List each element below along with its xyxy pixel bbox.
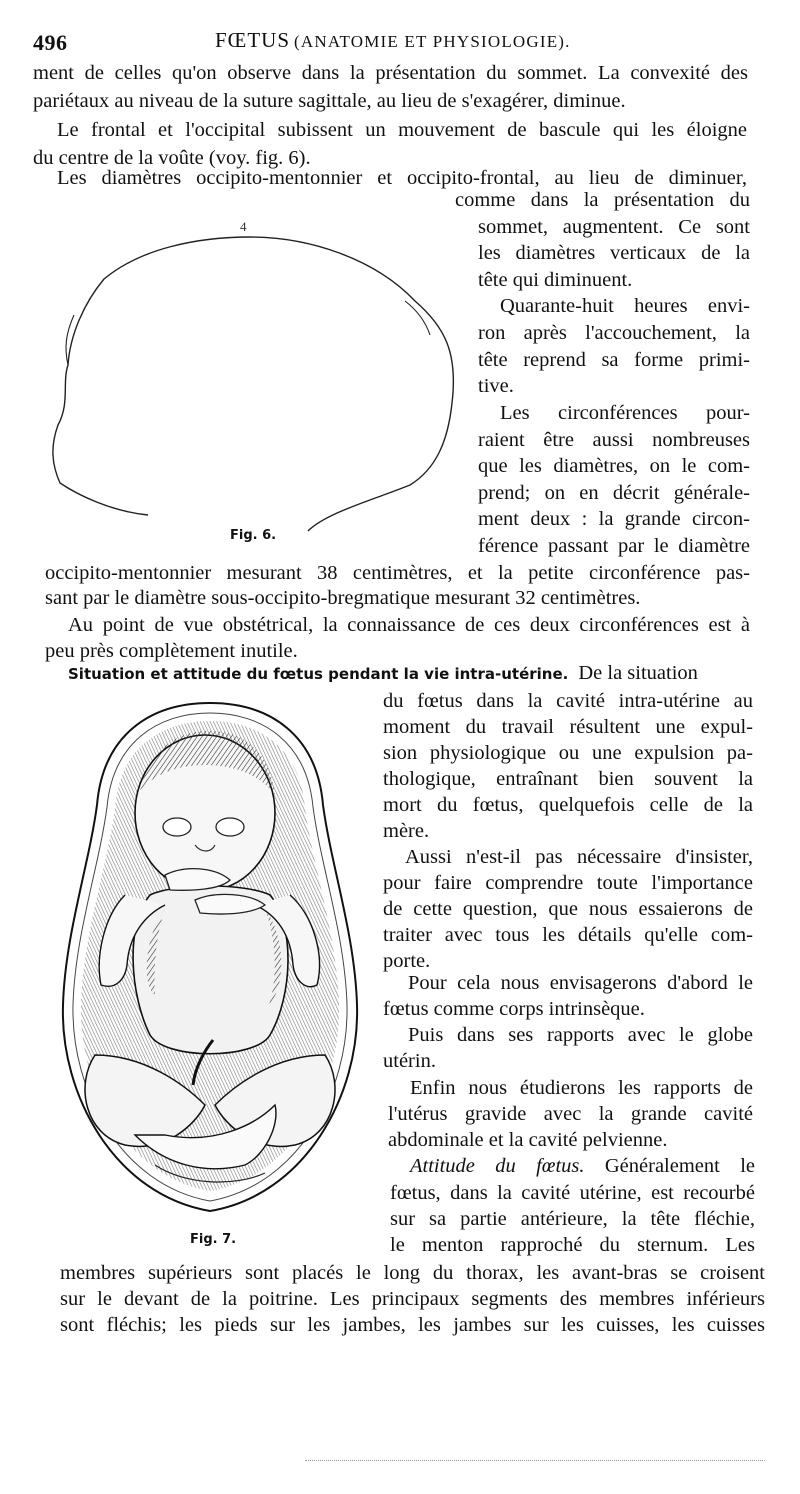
figure-6-caption: Fig. 6. [230, 528, 277, 543]
page-number: 496 [33, 30, 68, 55]
text-line: Au point de vue obstétrical, la connaissance de ces deux circonférences est à [68, 614, 750, 636]
text-line: sant par le diamètre sous-occipito-bregmatique mesurant 32 centimètres. [45, 587, 641, 609]
text-line: ment deux : la grande circon- [478, 508, 750, 530]
text-line: moment du travail résultent une expul- [383, 716, 753, 738]
text-line: Les diamètres occipito-mentonnier et occipito-frontal, au lieu de diminuer, [57, 167, 747, 189]
text-line: Aussi n'est-il pas nécessaire d'insister, [405, 846, 753, 868]
text-line: prend; on en décrit générale- [478, 482, 750, 504]
text-line: sommet, augmentent. Ce sont [478, 216, 750, 238]
attitude-paragraph-start [410, 1153, 755, 1179]
text-line: du fœtus dans la cavité intra-utérine au [383, 690, 753, 712]
figure-6-skull-outline [40, 215, 460, 545]
text-line: mère. [383, 820, 430, 842]
text-line: les diamètres verticaux de la [478, 242, 750, 264]
text-line: pour faire comprendre toute l'importance [383, 872, 753, 894]
text-line: Enfin nous étudierons les rapports de [410, 1077, 753, 1099]
text-line: fœtus comme corps intrinsèque. [383, 998, 645, 1020]
figure-7-caption: Fig. 7. [190, 1232, 237, 1247]
text-line: Pour cela nous envisagerons d'abord le [408, 972, 753, 994]
text-line: sur sa partie antérieure, la tête fléchie, [390, 1208, 755, 1230]
figure-7-fetus-illustration [55, 695, 365, 1225]
section-heading: Situation et attitude du fœtus pendant la vie intra-utérine. [68, 665, 569, 683]
text-line: de cette question, que nous essaierons de [383, 898, 753, 920]
footer-trace [305, 1460, 765, 1461]
attitude-heading: Attitude du fœtus. [410, 1155, 585, 1177]
running-header [215, 28, 571, 53]
text-line: Généralement le [584, 1155, 755, 1177]
text-line: De la situation [578, 662, 698, 684]
text-line: ment de celles qu'on observe dans la présentation du sommet. La convexité des [33, 62, 748, 84]
text-line: sur le devant de la poitrine. Les principaux segments des membres inférieurs [60, 1288, 765, 1310]
text-line: sont fléchis; les pieds sur les jambes, les jambes sur les cuisses, les cuisses [60, 1314, 765, 1336]
text-line: thologique, entraînant bien souvent la [383, 768, 753, 790]
text-line: traiter avec tous les détails qu'elle com- [383, 924, 753, 946]
running-header-subtitle: (ANATOMIE ET PHYSIOLOGIE). [294, 32, 571, 51]
text-line: pariétaux au niveau de la suture sagittale, au lieu de s'exagérer, diminue. [33, 90, 626, 112]
text-line: tête qui diminuent. [478, 269, 633, 291]
text-line: Puis dans ses rapports avec le globe [408, 1024, 753, 1046]
text-line: tête reprend sa forme primi- [478, 349, 750, 371]
text-line: mort du fœtus, quelquefois celle de la [383, 794, 753, 816]
text-line: comme dans la présentation du [455, 189, 750, 211]
section-heading-line [68, 660, 758, 688]
text-line: Les circonférences pour- [500, 402, 750, 424]
text-line: occipito-mentonnier mesurant 38 centimètres, et la petite circonférence pas- [45, 562, 750, 584]
text-line: que les diamètres, on le com- [478, 455, 750, 477]
text-line: le menton rapproché du sternum. Les [390, 1234, 755, 1256]
text-line: utérin. [383, 1050, 436, 1072]
text-line: tive. [478, 375, 514, 397]
text-line: fœtus, dans la cavité utérine, est recourbé [390, 1182, 755, 1204]
text-line: peu près complètement inutile. [45, 640, 298, 662]
text-line: du centre de la voûte (voy. fig. 6). [33, 147, 311, 169]
text-line: ron après l'accouchement, la [478, 322, 750, 344]
text-line: membres supérieurs sont placés le long du thorax, les avant-bras se croisent [60, 1262, 765, 1284]
text-line: férence passant par le diamètre [478, 535, 750, 557]
text-line: Le frontal et l'occipital subissent un mouvement de bascule qui les éloigne [57, 119, 747, 141]
text-line: Quarante-huit heures envi- [500, 295, 750, 317]
figure-6-marker: 4 [240, 219, 247, 234]
text-line: sion physiologique ou une expulsion pa- [383, 742, 753, 764]
text-line: l'utérus gravide avec la grande cavité [388, 1103, 753, 1125]
text-line: porte. [383, 950, 431, 972]
running-header-title: FŒTUS [215, 28, 291, 52]
text-line: raient être aussi nombreuses [478, 429, 750, 451]
text-line: abdominale et la cavité pelvienne. [388, 1129, 668, 1151]
